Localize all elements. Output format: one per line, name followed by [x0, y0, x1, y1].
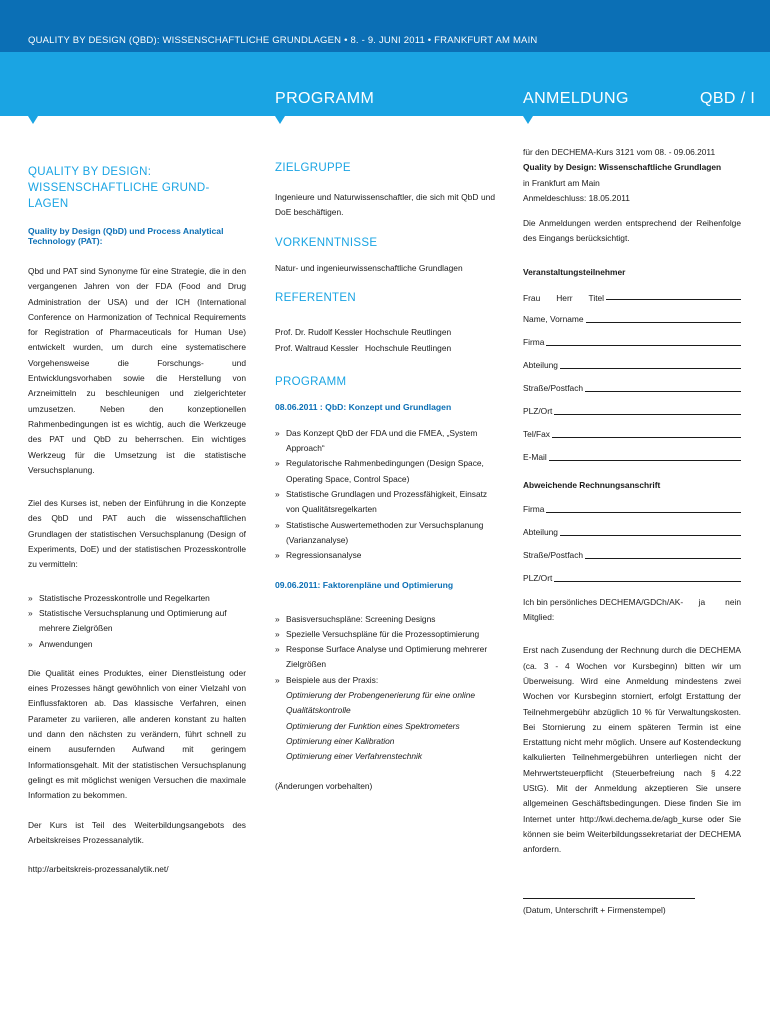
email-field-row	[523, 441, 741, 464]
list-item: » Anwendungen	[28, 637, 246, 652]
email-field[interactable]	[549, 460, 741, 461]
topic-list	[28, 591, 246, 652]
firma-field[interactable]	[546, 345, 741, 346]
changes-note: (Änderungen vorbehalten)	[275, 780, 373, 791]
course-reference: für den DECHEMA-Kurs 3121 vom 08. - 09.06.2011	[523, 147, 716, 157]
abteilung-field[interactable]	[560, 368, 741, 369]
referent-name: Prof. Waltraud Kessler	[275, 342, 359, 353]
list-item: » Regressionsanalyse	[275, 548, 495, 563]
field-label: Abteilung	[523, 527, 558, 538]
list-item: » Statistische Auswertemethoden zur Versuchsplanung (Varianzanalyse)	[275, 518, 495, 549]
membership-row	[523, 595, 741, 625]
pointer-triangle-icon	[28, 116, 38, 124]
section-title-vorkenntnisse: VORKENNTNISSE	[275, 236, 378, 249]
paragraph: Qbd und PAT sind Synonyme für eine Strategie, die in den vergangenen Jahren von der FDA (Food and Drug Administration der USA) und der ICH (International Conference on Harmonization of Technical Requirements for Registration of Pharmaceuticals for Human Use) entwickelt wurden, um durch eine systematischere Vorgehensweise die Forschungs- und Entwicklungsvorhaben sowie die Herstellung von Arzneimitteln zu beschleunigen und zielgerichteter umzusetzen. Neben den konzeptionellen Rahmenbedingungen ist es wichtig, auch die Werkzeuge des PAT und QbD zu beherrschen. Ein wichtiges Werkzeug für die Umsetzung ist die statistische Versuchsplanung.	[28, 266, 246, 475]
list-item: » Statistische Versuchsplanung und Optimierung auf mehrere Zielgrößen	[28, 606, 246, 637]
herr-option[interactable]: Herr	[556, 293, 573, 304]
billing-strasse-field[interactable]	[585, 558, 741, 559]
paragraph: Ziel des Kurses ist, neben der Einführung in die Konzepte des QbD und PAT auch die wissenschaftlichen Grundlagen der statistischen Versuchsplanung (Design of Experiments, DoE) und der statistischen Prozesskontrolle zu vermitteln:	[28, 498, 246, 570]
field-label: Tel/Fax	[523, 429, 550, 440]
vorkenntnisse-text: Natur- und ingenieurwissenschaftliche Grundlagen	[275, 262, 463, 273]
course-subtitle: Quality by Design (QbD) und Process Analytical Technology (PAT):	[28, 226, 224, 246]
billing-plz-field[interactable]	[554, 581, 741, 582]
field-label: PLZ/Ort	[523, 406, 553, 417]
course-name: Quality by Design: Wissenschaftliche Grundlagen	[523, 162, 722, 173]
titel-field[interactable]	[606, 299, 741, 300]
section-header-bar	[0, 52, 770, 116]
billing-strasse-row	[523, 539, 741, 562]
list-item: » Basisversuchspläne: Screening Designs	[275, 612, 495, 627]
plz-field-row	[523, 395, 741, 418]
field-label: PLZ/Ort	[523, 573, 553, 584]
telfax-field[interactable]	[552, 437, 741, 438]
zielgruppe-text: Ingenieure und Naturwissenschaftler, die sich mit QbD und DoE beschäftigen.	[275, 192, 495, 218]
referent-row	[275, 324, 495, 340]
day2-agenda	[275, 612, 495, 688]
billing-plz-row	[523, 562, 741, 585]
field-label: Straße/Postfach	[523, 383, 584, 394]
list-item: » Statistische Grundlagen und Prozessfähigkeit, Einsatz von Qualitätsregelkarten	[275, 487, 495, 518]
firma-field-row	[523, 326, 741, 349]
example-item: Optimierung einer Verfahrenstechnik	[286, 751, 423, 762]
list-item: » Response Surface Analyse und Optimierung mehrerer Zielgrößen	[275, 642, 495, 673]
referent-institution: Hochschule Reutlingen	[365, 326, 452, 337]
example-item: Optimierung der Probengenerierung für eine online Qualitätskontrolle	[286, 690, 476, 716]
order-note: Die Anmeldungen werden entsprechend der Reihenfolge des Eingangs berücksichtigt.	[523, 218, 741, 244]
event-title-line: QUALITY BY DESIGN (QBD): WISSENSCHAFTLICHE GRUNDLAGEN • 8. - 9. JUNI 2011 • FRANKFURT AM MAIN	[28, 35, 538, 46]
plz-field[interactable]	[554, 414, 741, 415]
list-item: » Spezielle Versuchspläne für die Prozessoptimierung	[275, 627, 495, 642]
field-label: Firma	[523, 504, 545, 515]
referent-row	[275, 340, 495, 356]
day2-title: 09.06.2011: Faktorenpläne und Optimierung	[275, 579, 454, 590]
abteilung-field-row	[523, 349, 741, 372]
anmeldung-heading: ANMELDUNG	[523, 90, 629, 107]
qbd-code: QBD / I	[700, 90, 756, 107]
billing-abteilung-row	[523, 516, 741, 539]
strasse-field-row	[523, 372, 741, 395]
paragraph: Der Kurs ist Teil des Weiterbildungsangebots des Arbeitskreises Prozessanalytik.	[28, 819, 246, 845]
participant-section-title: Veranstaltungsteilnehmer	[523, 266, 626, 277]
registration-column	[523, 147, 741, 918]
section-title-referenten: REFERENTEN	[275, 291, 356, 304]
billing-abteilung-field[interactable]	[560, 535, 741, 536]
referenten-list	[275, 324, 495, 356]
example-item: Optimierung der Funktion eines Spektrometers	[286, 720, 460, 731]
field-label: Straße/Postfach	[523, 550, 584, 561]
day1-agenda	[275, 426, 495, 564]
billing-firma-row	[523, 493, 741, 516]
course-location: in Frankfurt am Main	[523, 177, 600, 188]
frau-option[interactable]: Frau	[523, 293, 541, 304]
terms-text: Erst nach Zusendung der Rechnung durch die DECHEMA (ca. 3 - 4 Wochen vor Kursbeginn) bitten wir um Überweisung. Wird eine Anmeldung mindestens zwei Wochen vor Kursbeginn storniert, erfolgt Erstattung der Teilnehmergebühr abzüglich 10 % für Verwaltungskosten. Bei Stornierung zu einem späteren Termin ist eine Erstattung nicht mehr möglich. Unsere auf Kostendeckung kalkulierten Teilnehmergebühren unterliegen nicht der Mehrwertsteuerpflicht (Steuerbefreiung nach § 4.22 UStG). Mit der Anmeldung akzeptieren Sie unsere allgemeinen Geschäftsbedingungen. Diese finden Sie im Internet unter http://kwi.dechema.de/agb_kurse oder Sie können sie beim Weiterbildungssekretariat der DECHEMA anfordern.	[523, 645, 741, 855]
field-label: Name, Vorname	[523, 314, 584, 325]
telfax-field-row	[523, 418, 741, 441]
list-item: » Beispiele aus der Praxis:	[275, 673, 495, 688]
website-link[interactable]: http://arbeitskreis-prozessanalytik.net/	[28, 864, 169, 875]
section-title-programm: PROGRAMM	[275, 375, 347, 388]
name-field[interactable]	[586, 322, 741, 323]
field-label: E-Mail	[523, 452, 547, 463]
course-title: QUALITY BY DESIGN: WISSENSCHAFTLICHE GRUND-LAGEN	[28, 166, 210, 210]
membership-question: Ich bin persönliches DECHEMA/GDCh/AK-Mitglied:	[523, 597, 684, 623]
titel-label: Titel	[588, 293, 605, 304]
registration-deadline: Anmeldeschluss: 18.05.2011	[523, 192, 630, 203]
strasse-field[interactable]	[585, 391, 741, 392]
signature-label: (Datum, Unterschrift + Firmenstempel)	[523, 904, 666, 915]
pointer-triangle-icon	[523, 116, 533, 124]
list-item: » Regulatorische Rahmenbedingungen (Design Space, Operating Space, Control Space)	[275, 456, 495, 487]
salutation-row	[523, 280, 741, 303]
membership-no-option[interactable]: nein	[725, 597, 741, 608]
field-label: Firma	[523, 337, 545, 348]
top-banner	[0, 0, 770, 52]
list-item: » Das Konzept QbD der FDA und die FMEA, „System Approach“	[275, 426, 495, 457]
referent-name: Prof. Dr. Rudolf Kessler	[275, 326, 363, 337]
list-item: » Statistische Prozesskontrolle und Regelkarten	[28, 591, 246, 606]
paragraph: Die Qualität eines Produktes, einer Dienstleistung oder eines Prozesses hängt gewöhnlich von einer Vielzahl von Einflussfaktoren ab. Das klassische Verfahren, einen Parameter zu variieren, alle anderen konstant zu halten und dann den nächsten zu verändern, führt schnell zu einem ausufernden Aufwand mit geringem Informationsgehalt. Mit der statistischen Versuchsplanung gelingt es mit möglichst wenigen Versuchen die maximale Information zu bekommen.	[28, 667, 246, 801]
referent-institution: Hochschule Reutlingen	[365, 342, 452, 353]
membership-yes-option[interactable]: ja	[698, 597, 706, 608]
example-item: Optimierung einer Kalibration	[286, 735, 395, 746]
billing-section-title: Abweichende Rechnungsanschrift	[523, 480, 661, 491]
programm-column	[275, 150, 495, 794]
day1-title: 08.06.2011 : QbD: Konzept und Grundlagen	[275, 401, 452, 412]
programm-heading: PROGRAMM	[275, 90, 375, 107]
course-description-column	[28, 150, 246, 877]
pointer-triangle-icon	[275, 116, 285, 124]
signature-line[interactable]	[523, 898, 695, 899]
billing-firma-field[interactable]	[546, 512, 741, 513]
name-field-row	[523, 303, 741, 326]
section-title-zielgruppe: ZIELGRUPPE	[275, 162, 351, 174]
field-label: Abteilung	[523, 360, 558, 371]
